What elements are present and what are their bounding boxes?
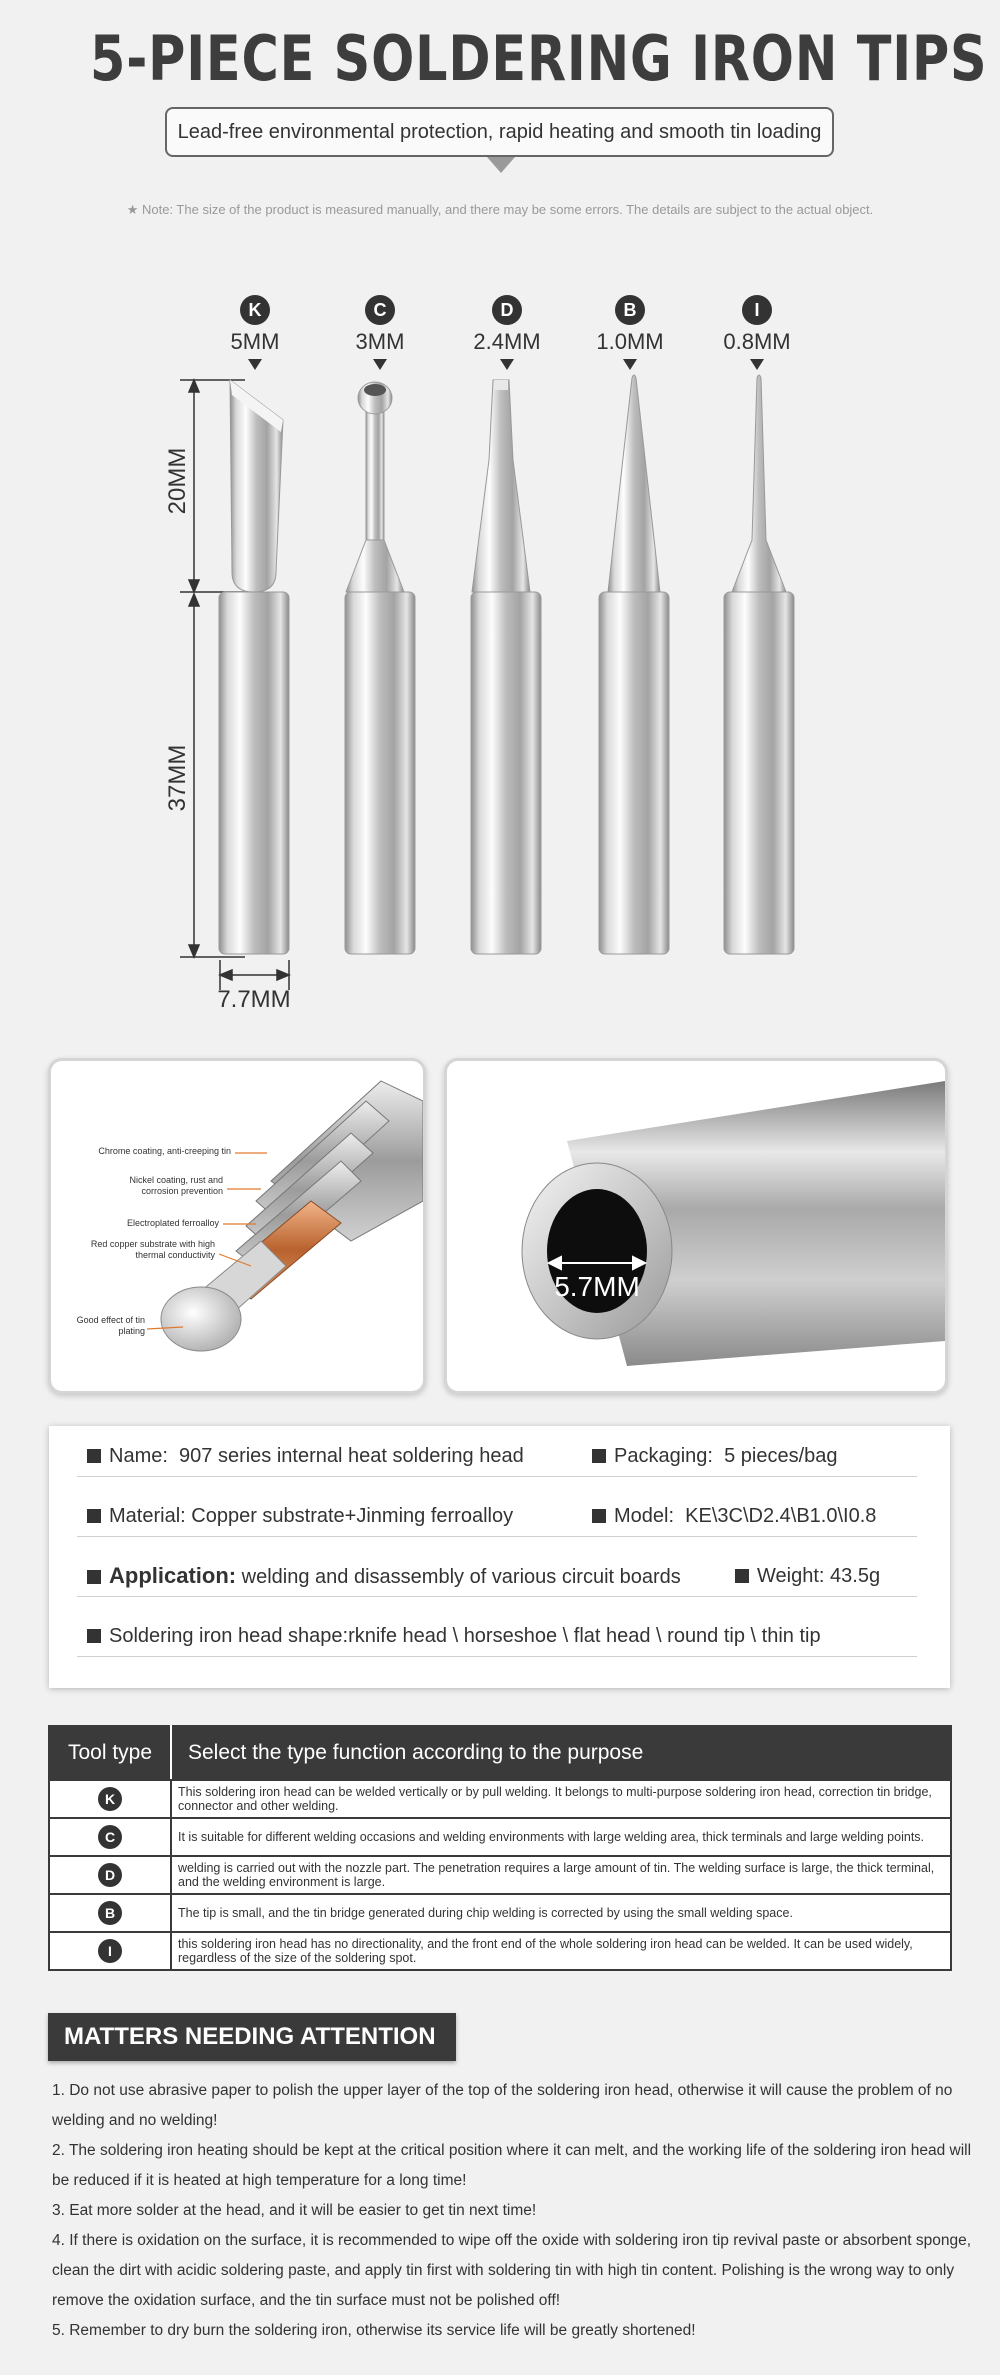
tip-c-drawing bbox=[345, 382, 415, 954]
tool-badge: I bbox=[98, 1939, 122, 1963]
spec-value: Soldering iron head shape:rknife head \ horseshoe \ flat head \ round tip \ thin tip bbox=[109, 1625, 821, 1647]
spec-label: Weight: bbox=[757, 1565, 825, 1587]
spec-value: 907 series internal heat soldering head bbox=[179, 1445, 524, 1467]
spec-row bbox=[77, 1496, 917, 1537]
tool-type-table bbox=[48, 1725, 952, 1971]
table-row bbox=[49, 1932, 951, 1970]
bullet-square-icon bbox=[592, 1449, 606, 1463]
tip-d-drawing bbox=[471, 380, 541, 954]
table-row bbox=[49, 1894, 951, 1932]
tip-label-k bbox=[205, 295, 305, 370]
layer-label: Electroplated ferroalloy bbox=[126, 1218, 219, 1228]
cross-section-illustration bbox=[447, 1061, 945, 1391]
tip-size: 0.8MM bbox=[723, 329, 791, 354]
bullet-square-icon bbox=[87, 1509, 101, 1523]
spec-label: Application: bbox=[109, 1563, 237, 1588]
tip-badge: B bbox=[615, 295, 645, 325]
spec-label: Material: bbox=[109, 1505, 186, 1527]
layer-label: Red copper substrate with high thermal conductivity bbox=[90, 1239, 215, 1260]
spec-row bbox=[77, 1436, 917, 1477]
measurement-note: ★ Note: The size of the product is measured manually, and there may be some errors. The details are subject to the actual object. bbox=[126, 202, 874, 217]
tool-badge: D bbox=[98, 1863, 122, 1887]
tip-label-i bbox=[707, 295, 807, 370]
tool-description: this soldering iron head has no directionality, and the front end of the whole soldering iron head can be welded. It can be used widely, regardless of the size of the soldering spot. bbox=[171, 1932, 951, 1970]
attention-item: 1. Do not use abrasive paper to polish the upper layer of the top of the soldering iron head, otherwise it will cause the problem of no welding and no welding! bbox=[52, 2082, 953, 2129]
tip-k-drawing bbox=[219, 380, 289, 954]
tip-badge: K bbox=[240, 295, 270, 325]
tip-size: 5MM bbox=[230, 329, 280, 354]
spec-label: Packaging: bbox=[614, 1445, 713, 1467]
tip-size: 1.0MM bbox=[596, 329, 664, 354]
spec-value: welding and disassembly of various circuit boards bbox=[241, 1566, 681, 1588]
tip-label-b bbox=[580, 295, 680, 370]
layer-label: Good effect of tin plating bbox=[76, 1315, 145, 1336]
attention-item: 5. Remember to dry burn the soldering iron, otherwise its service life will be greatly shortened! bbox=[52, 2322, 696, 2339]
spec-value: KE\3C\D2.4\B1.0\I0.8 bbox=[685, 1505, 877, 1527]
column-header: Select the type function according to the purpose bbox=[171, 1726, 951, 1780]
attention-list bbox=[52, 2076, 977, 2346]
spec-material bbox=[87, 1496, 513, 1536]
spec-value: Copper substrate+Jinming ferroalloy bbox=[191, 1505, 514, 1527]
tip-i-drawing bbox=[724, 375, 794, 954]
tool-description: welding is carried out with the nozzle part. The penetration requires a large amount of tin. The welding surface is large, the thick terminal, and the welding environment is large. bbox=[171, 1856, 951, 1894]
cross-section-photo bbox=[444, 1058, 948, 1394]
table-row bbox=[49, 1856, 951, 1894]
attention-item: 4. If there is oxidation on the surface, it is recommended to wipe off the oxide with soldering iron tip revival paste or absorbent sponge, clean the dirt with acidic soldering paste, and apply tin first with soldering tin with high tin content. Polishing is the wrong way to only remove the oxidation surface, and the tin surface must not be polished off! bbox=[52, 2232, 972, 2309]
spec-row bbox=[77, 1556, 917, 1597]
attention-item: 2. The soldering iron heating should be kept at the critical position where it can melt, and the working life of the soldering iron head will be reduced if it is heated at high temperature for a long time! bbox=[52, 2142, 972, 2189]
tip-label-d bbox=[457, 295, 557, 370]
tool-description: It is suitable for different welding occasions and welding environments with large welding area, thick terminals and large welding points. bbox=[171, 1818, 951, 1856]
bullet-square-icon bbox=[735, 1569, 749, 1583]
spec-label: Model: bbox=[614, 1505, 675, 1527]
table-row bbox=[49, 1780, 951, 1818]
bullet-square-icon bbox=[87, 1570, 101, 1584]
tip-b-drawing bbox=[599, 375, 669, 954]
spec-value: 43.5g bbox=[830, 1565, 881, 1587]
tool-badge: C bbox=[98, 1825, 122, 1849]
column-header: Tool type bbox=[49, 1726, 171, 1780]
body-length-label: 37MM bbox=[164, 744, 191, 812]
diameter-label: 7.7MM bbox=[217, 986, 291, 1013]
table-row bbox=[49, 1818, 951, 1856]
spec-shape bbox=[87, 1616, 821, 1656]
tool-description: The tip is small, and the tin bridge generated during chip welding is corrected by using the small welding space. bbox=[171, 1894, 951, 1932]
bullet-square-icon bbox=[592, 1509, 606, 1523]
spec-weight bbox=[735, 1556, 880, 1596]
spec-card bbox=[49, 1426, 950, 1688]
layer-cutaway-photo bbox=[48, 1058, 426, 1394]
spec-value: 5 pieces/bag bbox=[724, 1445, 838, 1467]
tool-code-cell bbox=[49, 1818, 171, 1856]
bullet-square-icon bbox=[87, 1449, 101, 1463]
spec-row bbox=[77, 1616, 917, 1657]
tip-label-c bbox=[330, 295, 430, 370]
table-header-row bbox=[49, 1726, 951, 1780]
spec-packaging bbox=[592, 1436, 838, 1476]
tool-description: This soldering iron head can be welded vertically or by pull welding. It belongs to multi-purpose soldering iron head, correction tin bridge, connector and other welding. bbox=[171, 1780, 951, 1818]
spec-application bbox=[87, 1556, 681, 1597]
tip-badge: C bbox=[365, 295, 395, 325]
subtitle-box: Lead-free environmental protection, rapid heating and smooth tin loading bbox=[165, 107, 834, 157]
page-title: 5-PIECE SOLDERING IRON TIPS bbox=[90, 22, 988, 95]
spec-label: Name: bbox=[109, 1445, 168, 1467]
tips-drawing bbox=[0, 360, 1000, 1010]
layer-label: Chrome coating, anti-creeping tin bbox=[98, 1146, 231, 1156]
tip-size: 2.4MM bbox=[473, 329, 541, 354]
tool-code-cell bbox=[49, 1894, 171, 1932]
tip-badge: D bbox=[492, 295, 522, 325]
layer-label: Nickel coating, rust and corrosion prevention bbox=[129, 1175, 223, 1196]
tool-badge: K bbox=[98, 1787, 122, 1811]
tool-code-cell bbox=[49, 1780, 171, 1818]
tool-code-cell bbox=[49, 1932, 171, 1970]
spec-name bbox=[87, 1436, 524, 1476]
inner-diameter-label: 5.7MM bbox=[554, 1271, 640, 1302]
subtitle-pointer bbox=[487, 157, 515, 173]
tip-length-label: 20MM bbox=[164, 447, 191, 515]
tool-code-cell bbox=[49, 1856, 171, 1894]
attention-item: 3. Eat more solder at the head, and it will be easier to get tin next time! bbox=[52, 2202, 537, 2219]
tip-badge: I bbox=[742, 295, 772, 325]
tip-size: 3MM bbox=[355, 329, 405, 354]
attention-heading: MATTERS NEEDING ATTENTION bbox=[48, 2013, 456, 2061]
tool-badge: B bbox=[98, 1901, 122, 1925]
spec-model bbox=[592, 1496, 876, 1536]
bullet-square-icon bbox=[87, 1629, 101, 1643]
